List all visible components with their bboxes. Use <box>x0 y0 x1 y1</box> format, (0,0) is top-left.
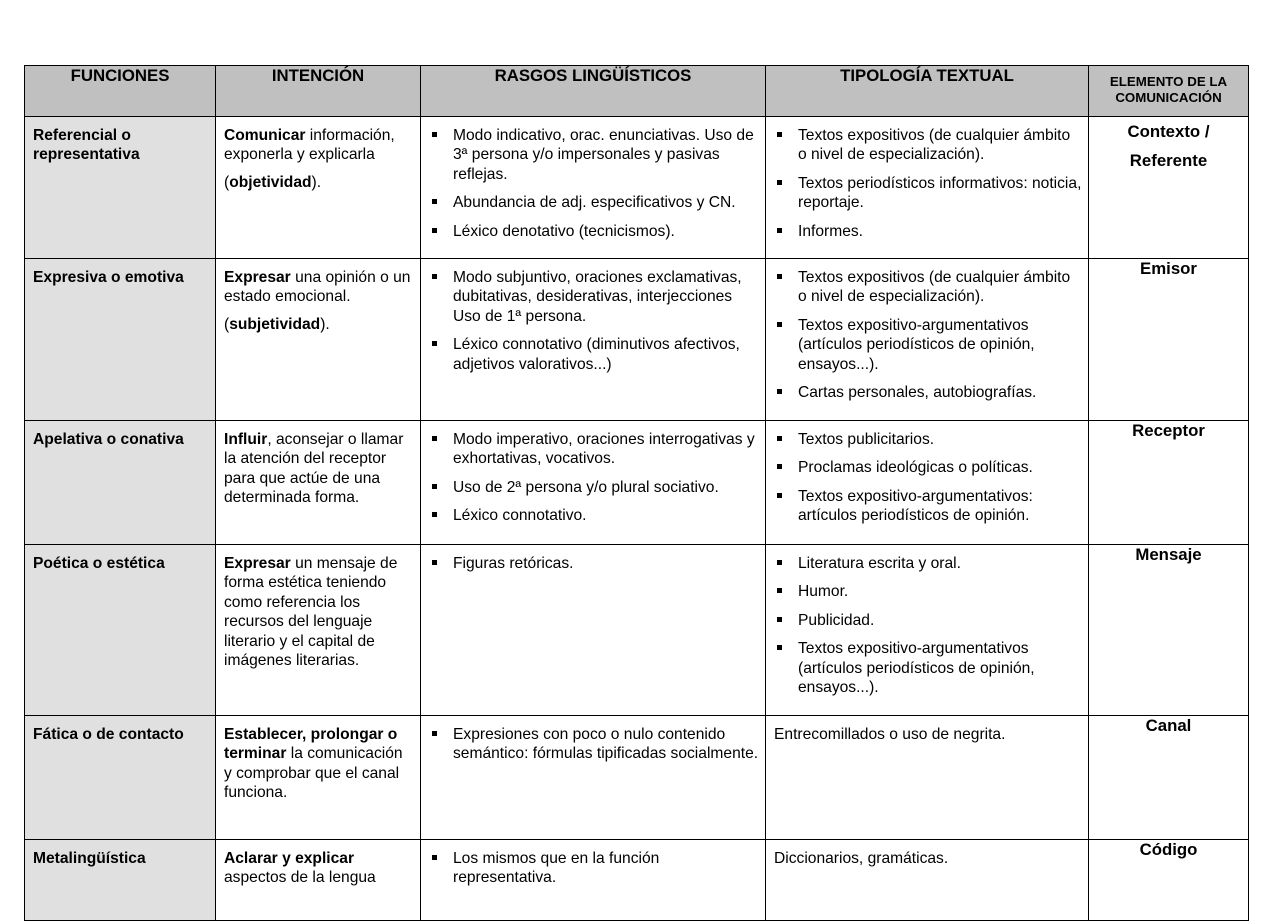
funcion-cell: Metalingüística <box>25 840 216 921</box>
funcion-cell: Apelativa o conativa <box>25 421 216 545</box>
intencion-text: una opinión o un estado emocional. <box>224 269 411 306</box>
intencion-text: , aconsejar o llamar la atención del receptor para que actúe de una determinada forma. <box>224 431 404 507</box>
header-elemento <box>1089 66 1249 117</box>
intencion-text: aspectos de la lengua <box>224 869 376 887</box>
intencion-cell <box>216 421 421 545</box>
list-item: Humor. <box>774 582 1082 601</box>
intencion-cell <box>216 259 421 421</box>
list-item: Abundancia de adj. especificativos y CN. <box>429 193 759 212</box>
header-elemento-line1: ELEMENTO DE LA <box>1109 74 1228 89</box>
header-row <box>25 66 1249 117</box>
intencion-text: la comunicación y comprobar que el canal funciona. <box>224 745 403 802</box>
table-row <box>25 117 1249 259</box>
list-item: Expresiones con poco o nulo contenido semántico: fórmulas tipificadas socialmente. <box>429 725 759 764</box>
list-item: Proclamas ideológicas o políticas. <box>774 458 1082 477</box>
funcion-cell: Fática o de contacto <box>25 716 216 840</box>
note-close: ). <box>320 315 330 333</box>
list-item: Textos publicitarios. <box>774 430 1082 449</box>
tipologia-cell <box>766 117 1089 259</box>
list-item: Figuras retóricas. <box>429 554 759 573</box>
rasgos-cell <box>421 117 766 259</box>
rasgos-cell <box>421 421 766 545</box>
note-open: ( <box>224 173 230 191</box>
table-row <box>25 840 1249 921</box>
list-item: Modo subjuntivo, oraciones exclamativas, dubitativas, desiderativas, interjecciones Uso de 1ª persona. <box>429 268 759 326</box>
table-row <box>25 259 1249 421</box>
intencion-text: información, exponerla y explicarla <box>224 127 395 164</box>
list-item: Los mismos que en la función representativa. <box>429 849 759 888</box>
tipologia-cell: Entrecomillados o uso de negrita. <box>766 716 1089 840</box>
tipologia-cell <box>766 421 1089 545</box>
tipologia-cell: Diccionarios, gramáticas. <box>766 840 1089 921</box>
elemento-cell <box>1089 117 1249 259</box>
intencion-cell <box>216 545 421 716</box>
list-item: Textos expositivos (de cualquier ámbito o nivel de especialización). <box>774 268 1082 307</box>
tipologia-cell <box>766 545 1089 716</box>
elemento-cell: Canal <box>1089 716 1249 840</box>
elemento-cell: Código <box>1089 840 1249 921</box>
header-rasgos: RASGOS LINGÜÍSTICOS <box>421 66 766 117</box>
elemento-line1: Contexto / <box>1127 122 1210 141</box>
intencion-note: objetividad <box>229 173 312 191</box>
list-item: Modo indicativo, orac. enunciativas. Uso de 3ª persona y/o impersonales y pasivas reflejas. <box>429 126 759 184</box>
list-item: Léxico connotativo. <box>429 506 759 525</box>
intencion-cell <box>216 117 421 259</box>
intencion-verb: Aclarar y explicar <box>224 850 355 867</box>
intencion-verb: Comunicar <box>224 127 306 144</box>
list-item: Modo imperativo, oraciones interrogativas y exhortativas, vocativos. <box>429 430 759 469</box>
rasgos-cell <box>421 840 766 921</box>
note-open: ( <box>224 315 230 333</box>
header-elemento-line2: COMUNICACIÓN <box>1115 90 1222 105</box>
list-item: Publicidad. <box>774 611 1082 630</box>
list-item: Uso de 2ª persona y/o plural sociativo. <box>429 478 759 497</box>
list-item: Cartas personales, autobiografías. <box>774 383 1082 402</box>
rasgos-cell <box>421 545 766 716</box>
list-item: Léxico connotativo (diminutivos afectivos, adjetivos valorativos...) <box>429 335 759 374</box>
tipologia-cell <box>766 259 1089 421</box>
header-intencion: INTENCIÓN <box>216 66 421 117</box>
intencion-verb: Expresar <box>224 269 291 286</box>
elemento-cell: Emisor <box>1089 259 1249 421</box>
rasgos-cell <box>421 259 766 421</box>
list-item: Informes. <box>774 222 1082 241</box>
intencion-verb: Influir <box>224 431 268 448</box>
elemento-line2: Referente <box>1129 151 1208 170</box>
table-row <box>25 716 1249 840</box>
elemento-cell: Mensaje <box>1089 545 1249 716</box>
note-close: ). <box>311 173 322 191</box>
list-item: Textos expositivos (de cualquier ámbito o nivel de especialización). <box>774 126 1082 165</box>
intencion-verb: Expresar <box>224 555 291 572</box>
intencion-cell <box>216 840 421 921</box>
header-funciones: FUNCIONES <box>25 66 216 117</box>
intencion-text: un mensaje de forma estética teniendo como referencia los recursos del lenguaje literario y el capital de imágenes literarias. <box>224 555 398 670</box>
intencion-note: subjetividad <box>229 315 321 333</box>
table-row <box>25 421 1249 545</box>
intencion-verb: Establecer, prolongar o terminar <box>224 726 398 763</box>
communication-functions-table <box>24 65 1249 921</box>
list-item: Literatura escrita y oral. <box>774 554 1082 573</box>
rasgos-cell <box>421 716 766 840</box>
intencion-cell <box>216 716 421 840</box>
header-tipologia: TIPOLOGÍA TEXTUAL <box>766 66 1089 117</box>
list-item: Textos expositivo-argumentativos (artículos periodísticos de opinión, ensayos...). <box>774 639 1082 697</box>
table-row <box>25 545 1249 716</box>
list-item: Léxico denotativo (tecnicismos). <box>429 222 759 241</box>
funcion-cell: Poética o estética <box>25 545 216 716</box>
funcion-cell: Expresiva o emotiva <box>25 259 216 421</box>
elemento-cell: Receptor <box>1089 421 1249 545</box>
list-item: Textos expositivo-argumentativos (artículos periodísticos de opinión, ensayos...). <box>774 316 1082 374</box>
list-item: Textos expositivo-argumentativos: artículos periodísticos de opinión. <box>774 487 1082 526</box>
funcion-cell: Referencial o representativa <box>25 117 216 259</box>
list-item: Textos periodísticos informativos: noticia, reportaje. <box>774 174 1082 213</box>
